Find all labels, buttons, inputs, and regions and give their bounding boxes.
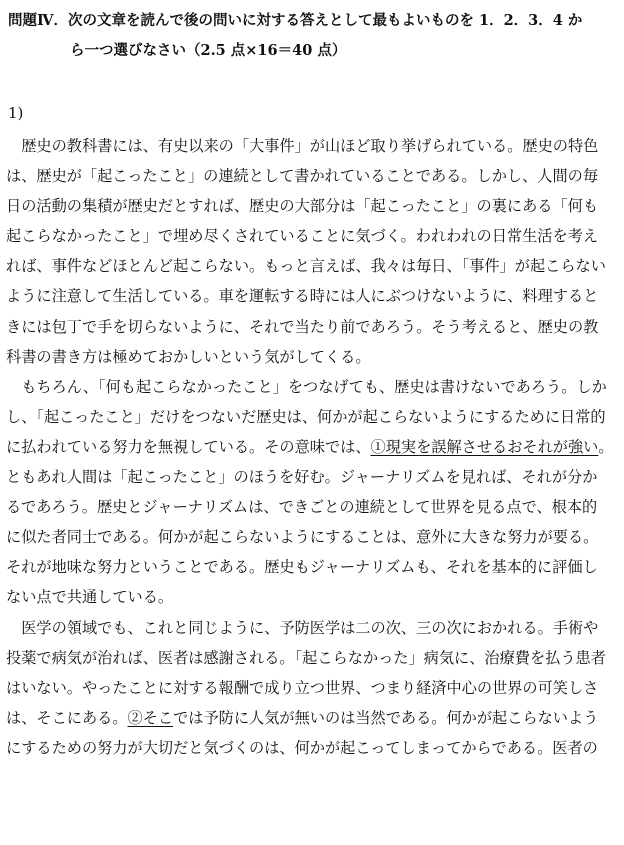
text-line: るであろう。歴史とジャーナリズムは、できごとの連続として世界を見る点で、根本的 — [6, 498, 598, 517]
reading-passage — [6, 131, 618, 763]
text-line: それが地味な努力ということである。歴史もジャーナリズムも、それを基本的に評価し — [6, 558, 598, 577]
text-line: はいない。やったことに対する報酬で成り立つ世界、つまり経済中心の世界の可笑しさ — [6, 678, 599, 697]
text-line — [6, 703, 618, 733]
text-line: ない点で共通している。 — [6, 588, 174, 607]
text-line: れば、事件などほとんど起こらない。もっと言えば、我々は毎日、「事件」が起こらない — [6, 257, 606, 276]
question-header — [8, 6, 618, 66]
text-segment: は、そこにある。 — [6, 708, 128, 727]
text-line: 歴史の教科書には、有史以来の「大事件」が山ほど取り挙げられている。歴史の特色 — [21, 137, 599, 155]
text-line: に似た者同士である。何かが起こらないようにすることは、意外に大きな努力が要る。 — [6, 528, 599, 547]
text-segment: 。 — [598, 437, 614, 456]
text-line: ように注意して生活している。車を運転する時には人にぶつけないように、料理すると — [6, 287, 599, 306]
underlined-phrase-2: ②そこ — [127, 708, 174, 727]
text-line: きには包丁で手を切らないように、それで当たり前であろう。そう考えると、歴史の教 — [6, 317, 599, 336]
text-line — [6, 432, 618, 462]
text-line: 日の活動の集積が歴史だとすれば、歴史の大部分は「起こったこと」の裏にある「何も — [6, 197, 599, 216]
question-number: 1) — [8, 104, 24, 122]
paragraph-3 — [6, 613, 618, 763]
text-line: 投薬で病気が治れば、医者は感謝される。「起こらなかった」病気に、治療費を払う患者 — [6, 648, 606, 667]
text-segment: に払われている努力を無視している。その意味では、 — [6, 437, 371, 456]
text-line: し、「起こったこと」だけをつないだ歴史は、何かが起こらないようにするために日常的 — [6, 407, 606, 426]
text-line: にするための努力が大切だと気づくのは、何かが起こってしまってからである。医者の — [6, 738, 598, 757]
text-segment: では予防に人気が無いのは当然である。何かが起こらないよう — [173, 708, 599, 727]
underlined-phrase-1: ①現実を誤解させるおそれが強い — [370, 437, 599, 456]
paragraph-1 — [6, 131, 618, 372]
text-line: 科書の書き方は極めておかしいという気がしてくる。 — [6, 347, 371, 366]
text-line: ともあれ人間は「起こったこと」のほうを好む。ジャーナリズムを見れば、それが分か — [6, 468, 598, 487]
text-line: もちろん、「何も起こらなかったこと」をつなげても、歴史は書けないであろう。しか — [21, 377, 607, 396]
text-line: は、歴史が「起こったこと」の連続として書かれていることである。しかし、人間の毎 — [6, 167, 599, 186]
paragraph-2 — [6, 372, 618, 613]
header-line-1: 問題Ⅳ．次の文章を読んで後の問いに対する答えとして最もよいものを 1．2．3．4 か — [8, 12, 583, 29]
text-line: 起こらなかったこと」で埋め尽くされていることに気づく。われわれの日常生活を考え — [6, 227, 599, 246]
text-line: 医学の領域でも、これと同じように、予防医学は二の次、三の次におかれる。手術や — [21, 618, 599, 637]
header-line-2: ら一つ選びなさい（2.5 点×16＝40 点） — [70, 42, 347, 59]
